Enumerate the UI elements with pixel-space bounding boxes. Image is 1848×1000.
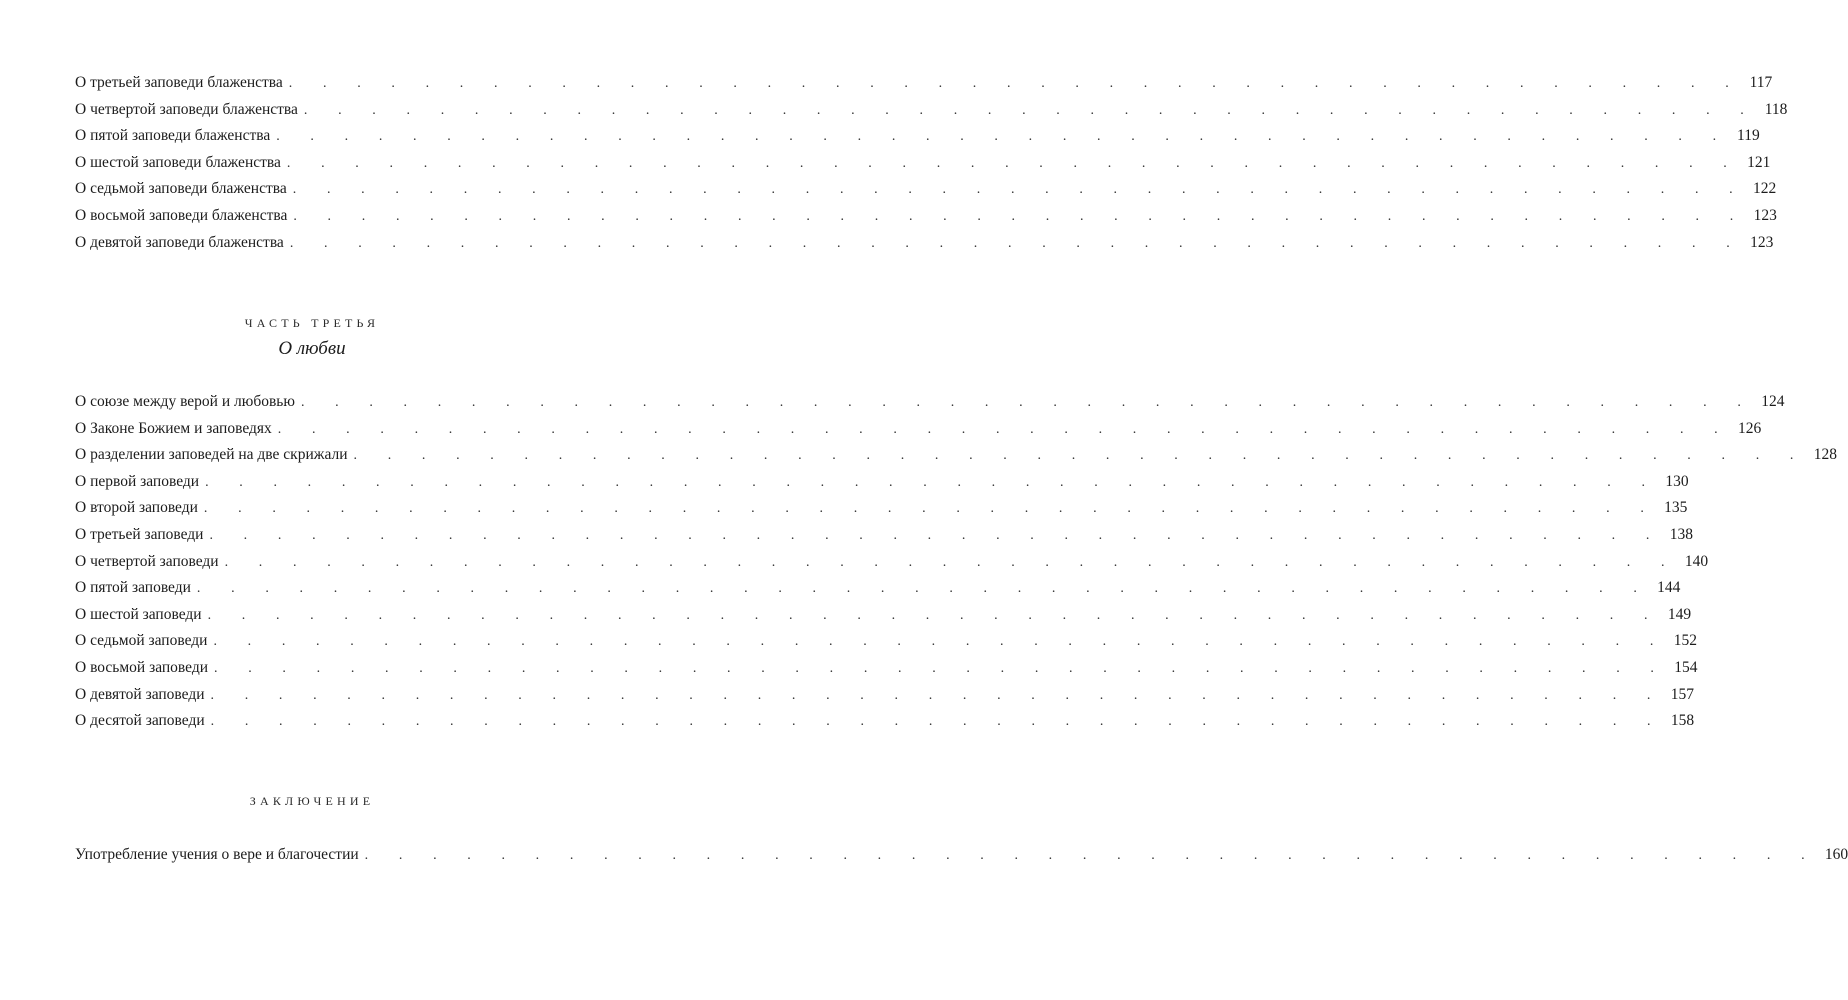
dot-leader: . . . . . . . . . . . . . . . . . . . . . . . . . . . . . . . . . . . . . . . . . . . <box>293 208 1747 224</box>
dot-leader: . . . . . . . . . . . . . . . . . . . . . . . . . . . . . . . . . . . . . . . . . . . <box>210 687 1664 703</box>
toc-entry-title: О второй заповеди <box>75 499 198 517</box>
toc-entry <box>75 70 1773 97</box>
toc-entry-title: О девятой заповеди <box>75 685 205 703</box>
toc-entry-page: 157 <box>1670 685 1694 703</box>
toc-entry <box>75 495 1688 522</box>
toc-entry-title: О союзе между верой и любовью <box>75 393 295 410</box>
toc-entry-title: О третьей заповеди <box>75 525 204 543</box>
dot-leader: . . . . . . . . . . . . . . . . . . . . . . . . . . . . . . . . . . . . . . . . . . . <box>286 155 1741 171</box>
toc-entry-title: О пятой заповеди <box>75 579 191 597</box>
part3-title: О любви <box>278 338 346 359</box>
toc-entry-title: О седьмой заповеди блаженства <box>75 180 287 198</box>
toc-entry-page: 121 <box>1747 153 1771 171</box>
toc-entry-page: 117 <box>1749 74 1773 91</box>
toc-entry <box>75 203 1777 230</box>
dot-leader: . . . . . . . . . . . . . . . . . . . . . . . . . . . . . . . . . . . . . . . . . . . <box>209 527 1663 543</box>
toc-entry-title: О седьмой заповеди <box>75 632 208 650</box>
toc-entry-page: 158 <box>1670 712 1695 730</box>
toc-entry <box>75 655 1698 682</box>
toc-entry <box>75 416 1762 443</box>
toc-entry <box>75 602 1692 629</box>
toc-entry-title: О первой заповеди <box>75 472 200 490</box>
toc-entry-page: 124 <box>1761 393 1785 410</box>
dot-leader: . . . . . . . . . . . . . . . . . . . . . . . . . . . . . . . . . . . . . . . . . . . <box>224 554 1679 570</box>
dot-leader: . . . . . . . . . . . . . . . . . . . . . . . . . . . . . . . . . . . . . . . . . . . <box>303 102 1758 118</box>
toc-entry-page: 160 <box>1824 846 1848 863</box>
toc-entry <box>75 708 1695 735</box>
toc-entry <box>75 469 1689 496</box>
toc-entry-page: 122 <box>1753 180 1777 198</box>
toc-entry-page: 138 <box>1669 525 1693 543</box>
toc-entry-page: 154 <box>1674 658 1698 676</box>
toc-conclusion <box>75 842 1848 869</box>
toc-entry-title: О десятой заповеди <box>75 712 205 730</box>
toc-entry-page: 128 <box>1813 446 1837 464</box>
conclusion-caption: ЗАКЛЮЧЕНИЕ <box>249 794 375 808</box>
toc-entry-title: Употребление учения о вере и благочестии <box>75 846 359 863</box>
toc-entry-page: 144 <box>1657 579 1681 597</box>
toc-entry-page: 118 <box>1764 100 1788 118</box>
part3-caption: ЧАСТЬ ТРЕТЬЯ <box>244 316 380 330</box>
toc-entry <box>75 389 1785 416</box>
toc-entry-page: 123 <box>1750 233 1774 251</box>
dot-leader: . . . . . . . . . . . . . . . . . . . . . . . . . . . . . . . . . . . . . . . . . . . <box>289 235 1744 251</box>
dot-leader: . . . . . . . . . . . . . . . . . . . . . . . . . . . . . . . . . . . . . . . . . . . <box>277 421 1732 437</box>
dot-leader: . . . . . . . . . . . . . . . . . . . . . . . . . . . . . . . . . . . . . . . . . . . <box>205 474 1659 490</box>
toc-entry-page: 152 <box>1673 632 1697 650</box>
toc-entry-title: О разделении заповедей на две скрижали <box>75 446 348 464</box>
dot-leader: . . . . . . . . . . . . . . . . . . . . . . . . . . . . . . . . . . . . . . . . . . . <box>292 182 1747 198</box>
toc-entry-page: 123 <box>1753 206 1777 224</box>
toc-entry <box>75 176 1777 203</box>
toc-entry-page: 140 <box>1684 552 1709 570</box>
toc-entry <box>75 549 1709 576</box>
toc-entry <box>75 575 1681 602</box>
toc-entry-page: 126 <box>1738 419 1762 437</box>
dot-leader: . . . . . . . . . . . . . . . . . . . . . . . . . . . . . . . . . . . . . . . . . . . <box>210 714 1665 730</box>
toc-entry-title: О восьмой заповеди блаженства <box>75 206 288 224</box>
toc-entry-title: О третьей заповеди блаженства <box>75 74 283 91</box>
toc-part3 <box>75 389 1837 735</box>
dot-leader: . . . . . . . . . . . . . . . . . . . . . . . . . . . . . . . . . . . . . . . . . . . <box>288 76 1743 91</box>
toc-entry-page: 135 <box>1664 499 1688 517</box>
toc-entry-page: 119 <box>1737 127 1760 145</box>
toc-entry <box>75 230 1774 257</box>
dot-leader: . . . . . . . . . . . . . . . . . . . . . . . . . . . . . . . . . . . . . . . . . . . <box>276 129 1730 145</box>
toc-entry-title: О пятой заповеди блаженства <box>75 127 271 145</box>
dot-leader: . . . . . . . . . . . . . . . . . . . . . . . . . . . . . . . . . . . . . . . . . . . <box>203 501 1658 517</box>
toc-entry <box>75 97 1788 124</box>
dot-leader: . . . . . . . . . . . . . . . . . . . . . . . . . . . . . . . . . . . . . . . . . . . <box>213 634 1667 650</box>
toc-entry <box>75 150 1771 177</box>
toc-entry-title: О четвертой заповеди блаженства <box>75 100 298 118</box>
toc-entry-page: 130 <box>1665 472 1689 490</box>
toc-entry <box>75 682 1694 709</box>
dot-leader: . . . . . . . . . . . . . . . . . . . . . . . . . . . . . . . . . . . . . . . . . . . <box>300 395 1755 410</box>
dot-leader: . . . . . . . . . . . . . . . . . . . . . . . . . . . . . . . . . . . . . . . . . . . <box>207 607 1662 623</box>
toc-entry-title: О шестой заповеди <box>75 605 202 623</box>
dot-leader: . . . . . . . . . . . . . . . . . . . . . . . . . . . . . . . . . . . . . . . . . . . <box>196 581 1651 597</box>
toc-entry-title: О шестой заповеди блаженства <box>75 153 281 171</box>
toc-part2-tail <box>75 70 1788 256</box>
toc-entry-title: О девятой заповеди блаженства <box>75 233 284 251</box>
toc-entry <box>75 442 1837 469</box>
toc-entry-title: О Законе Божием и заповедях <box>75 419 272 437</box>
dot-leader: . . . . . . . . . . . . . . . . . . . . . . . . . . . . . . . . . . . . . . . . . . . <box>353 448 1807 464</box>
dot-leader: . . . . . . . . . . . . . . . . . . . . . . . . . . . . . . . . . . . . . . . . . . . <box>364 848 1819 863</box>
toc-entry-title: О четвертой заповеди <box>75 552 219 570</box>
dot-leader: . . . . . . . . . . . . . . . . . . . . . . . . . . . . . . . . . . . . . . . . . . . <box>214 660 1668 676</box>
toc-entry-title: О восьмой заповеди <box>75 658 209 676</box>
toc-entry-page: 149 <box>1667 605 1692 623</box>
toc-entry <box>75 842 1848 869</box>
toc-entry <box>75 522 1693 549</box>
toc-entry <box>75 628 1697 655</box>
toc-entry <box>75 123 1760 150</box>
